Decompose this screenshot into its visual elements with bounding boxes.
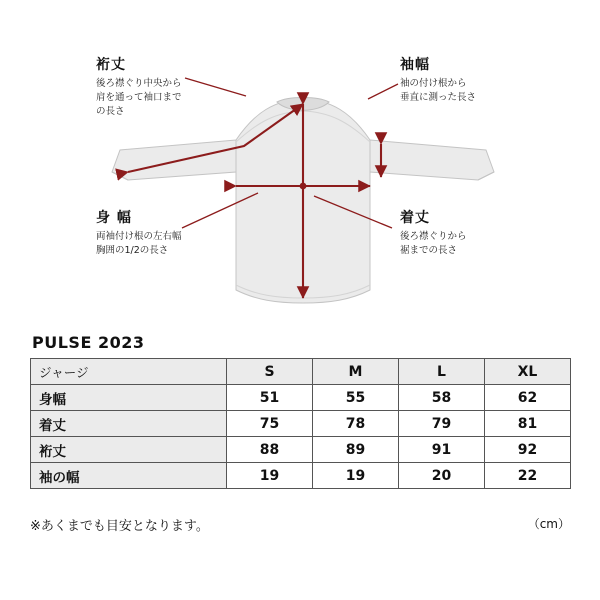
- table-row: [31, 463, 571, 489]
- annotation-mihaba-line-2: 胸囲の1/2の長さ: [96, 245, 169, 257]
- annotation-sodehaba-line-1: 袖の付け根から: [400, 78, 467, 90]
- cell-mihaba-s: 51: [227, 385, 313, 411]
- size-table-section: [30, 333, 570, 489]
- annotation-kitake-title: 着丈: [400, 210, 430, 226]
- table-corner-label: ジャージ: [31, 359, 227, 385]
- annotation-yukitake: [96, 58, 182, 119]
- size-table: [30, 358, 571, 489]
- cell-yukitake-xl: 92: [485, 437, 571, 463]
- model-title: PULSE 2023: [32, 333, 145, 352]
- table-header-size-m: M: [313, 359, 399, 385]
- table-header-row: [31, 359, 571, 385]
- cell-sodenohaba-l: 20: [399, 463, 485, 489]
- cell-kitake-s: 75: [227, 411, 313, 437]
- cell-mihaba-l: 58: [399, 385, 485, 411]
- annotation-sodehaba-title: 袖幅: [400, 57, 430, 73]
- cell-kitake-m: 78: [313, 411, 399, 437]
- cell-kitake-xl: 81: [485, 411, 571, 437]
- table-row: [31, 411, 571, 437]
- row-label-mihaba: 身幅: [31, 385, 227, 411]
- row-label-sodenohaba: 袖の幅: [31, 463, 227, 489]
- annotation-mihaba-title: 身 幅: [96, 210, 132, 226]
- row-label-yukitake: 裄丈: [31, 437, 227, 463]
- table-row: [31, 385, 571, 411]
- footnote-text: ※あくまでも目安となります。: [30, 519, 209, 534]
- annotation-kitake-line-1: 後ろ襟ぐりから: [400, 231, 467, 243]
- annotation-yukitake-title: 裄丈: [96, 57, 126, 73]
- cell-sodenohaba-xl: 22: [485, 463, 571, 489]
- footnote: [30, 515, 570, 534]
- cell-yukitake-s: 88: [227, 437, 313, 463]
- unit-label: （cm）: [527, 517, 570, 531]
- row-label-kitake: 着丈: [31, 411, 227, 437]
- center-point: [300, 183, 307, 190]
- annotation-mihaba-line-1: 両袖付け根の左右幅: [96, 231, 182, 243]
- annotation-yukitake-line-2: 肩を通って袖口まで: [96, 92, 182, 104]
- annotation-kitake: [400, 211, 467, 258]
- annotation-yukitake-line-3: の長さ: [96, 105, 125, 117]
- annotation-kitake-line-2: 裾までの長さ: [400, 245, 458, 257]
- cell-kitake-l: 79: [399, 411, 485, 437]
- table-header-size-s: S: [227, 359, 313, 385]
- annotation-mihaba: [96, 211, 182, 258]
- cell-yukitake-l: 91: [399, 437, 485, 463]
- annotation-yukitake-line-1: 後ろ襟ぐり中央から: [96, 78, 182, 90]
- table-header-size-l: L: [399, 359, 485, 385]
- cell-mihaba-xl: 62: [485, 385, 571, 411]
- bottom-edge-decoration: [0, 584, 600, 600]
- annotation-sodehaba: [400, 58, 476, 105]
- cell-yukitake-m: 89: [313, 437, 399, 463]
- cell-sodenohaba-s: 19: [227, 463, 313, 489]
- annotation-sodehaba-line-2: 垂直に測った長さ: [400, 92, 477, 104]
- cell-sodenohaba-m: 19: [313, 463, 399, 489]
- table-header-size-xl: XL: [485, 359, 571, 385]
- cell-mihaba-m: 55: [313, 385, 399, 411]
- table-row: [31, 437, 571, 463]
